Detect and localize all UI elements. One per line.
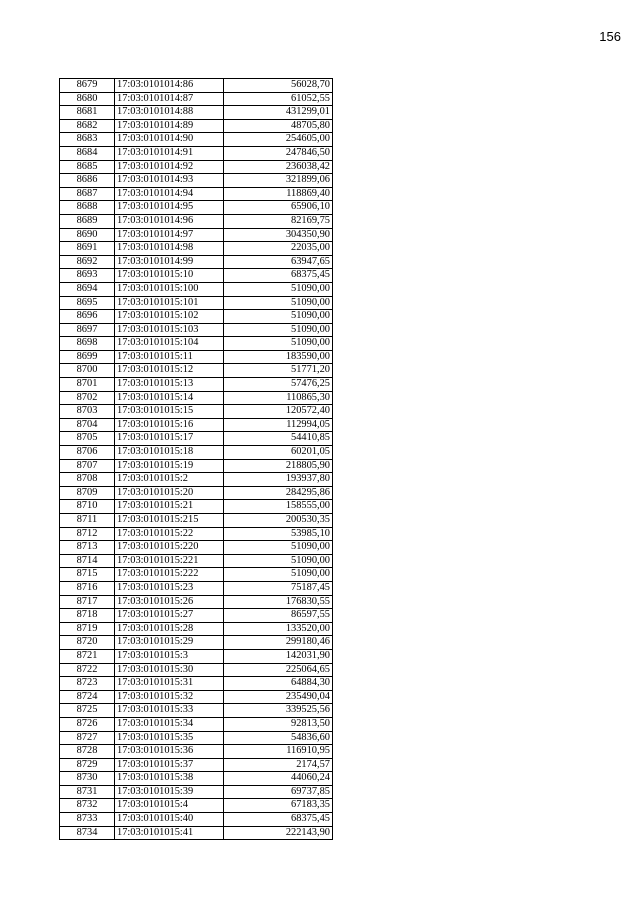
- table-row: [60, 446, 333, 460]
- cadastral-number-cell: 17:03:0101015:32: [115, 690, 224, 704]
- row-number-cell: 8731: [60, 785, 115, 799]
- cadastral-number-cell: 17:03:0101015:34: [115, 717, 224, 731]
- row-number-cell: 8700: [60, 364, 115, 378]
- row-number-cell: 8721: [60, 649, 115, 663]
- cadastral-number-cell: 17:03:0101015:220: [115, 541, 224, 555]
- row-number-cell: 8707: [60, 459, 115, 473]
- table-row: [60, 92, 333, 106]
- cadastral-value-cell: 61052,55: [224, 92, 333, 106]
- cadastral-number-cell: 17:03:0101014:95: [115, 201, 224, 215]
- table-row: [60, 568, 333, 582]
- cadastral-number-cell: 17:03:0101015:11: [115, 350, 224, 364]
- row-number-cell: 8690: [60, 228, 115, 242]
- table-row: [60, 541, 333, 555]
- table-row: [60, 459, 333, 473]
- cadastral-value-cell: 51090,00: [224, 282, 333, 296]
- cadastral-value-cell: 193937,80: [224, 473, 333, 487]
- row-number-cell: 8682: [60, 119, 115, 133]
- cadastral-number-cell: 17:03:0101015:21: [115, 500, 224, 514]
- row-number-cell: 8711: [60, 514, 115, 528]
- cadastral-number-cell: 17:03:0101014:98: [115, 242, 224, 256]
- cadastral-value-cell: 92813,50: [224, 717, 333, 731]
- table-row: [60, 282, 333, 296]
- cadastral-number-cell: 17:03:0101014:97: [115, 228, 224, 242]
- cadastral-value-cell: 60201,05: [224, 446, 333, 460]
- cadastral-number-cell: 17:03:0101015:14: [115, 391, 224, 405]
- table-row: [60, 690, 333, 704]
- cadastral-value-cell: 22035,00: [224, 242, 333, 256]
- cadastral-value-cell: 56028,70: [224, 79, 333, 93]
- cadastral-value-cell: 236038,42: [224, 160, 333, 174]
- cadastral-number-cell: 17:03:0101015:26: [115, 595, 224, 609]
- cadastral-number-cell: 17:03:0101015:16: [115, 418, 224, 432]
- cadastral-value-cell: 339525,56: [224, 704, 333, 718]
- cadastral-value-cell: 321899,06: [224, 174, 333, 188]
- row-number-cell: 8684: [60, 146, 115, 160]
- cadastral-value-cell: 110865,30: [224, 391, 333, 405]
- table-row: [60, 296, 333, 310]
- cadastral-value-cell: 51090,00: [224, 323, 333, 337]
- cadastral-value-cell: 57476,25: [224, 378, 333, 392]
- row-number-cell: 8685: [60, 160, 115, 174]
- row-number-cell: 8702: [60, 391, 115, 405]
- table-row: [60, 704, 333, 718]
- table-row: [60, 473, 333, 487]
- table-row: [60, 581, 333, 595]
- table-row: [60, 622, 333, 636]
- page-number: 156: [599, 29, 621, 44]
- cadastral-number-cell: 17:03:0101015:12: [115, 364, 224, 378]
- table-row: [60, 337, 333, 351]
- table-row: [60, 758, 333, 772]
- cadastral-number-cell: 17:03:0101015:17: [115, 432, 224, 446]
- cadastral-value-cell: 51090,00: [224, 337, 333, 351]
- row-number-cell: 8725: [60, 704, 115, 718]
- cadastral-value-cell: 51090,00: [224, 541, 333, 555]
- cadastral-number-cell: 17:03:0101015:18: [115, 446, 224, 460]
- cadastral-value-cell: 54410,85: [224, 432, 333, 446]
- table-row: [60, 785, 333, 799]
- cadastral-number-cell: 17:03:0101014:90: [115, 133, 224, 147]
- cadastral-value-cell: 64884,30: [224, 677, 333, 691]
- table-row: [60, 717, 333, 731]
- table-row: [60, 269, 333, 283]
- cadastral-value-cell: 48705,80: [224, 119, 333, 133]
- table-row: [60, 432, 333, 446]
- cadastral-number-cell: 17:03:0101015:100: [115, 282, 224, 296]
- row-number-cell: 8705: [60, 432, 115, 446]
- row-number-cell: 8730: [60, 772, 115, 786]
- row-number-cell: 8723: [60, 677, 115, 691]
- cadastral-value-cell: 247846,50: [224, 146, 333, 160]
- table-row: [60, 405, 333, 419]
- row-number-cell: 8701: [60, 378, 115, 392]
- table-row: [60, 255, 333, 269]
- row-number-cell: 8706: [60, 446, 115, 460]
- table-row: [60, 677, 333, 691]
- table-row: [60, 174, 333, 188]
- row-number-cell: 8680: [60, 92, 115, 106]
- cadastral-number-cell: 17:03:0101015:41: [115, 826, 224, 840]
- row-number-cell: 8697: [60, 323, 115, 337]
- table-row: [60, 214, 333, 228]
- table-row: [60, 323, 333, 337]
- cadastral-number-cell: 17:03:0101015:13: [115, 378, 224, 392]
- cadastral-value-cell: 299180,46: [224, 636, 333, 650]
- cadastral-number-cell: 17:03:0101014:96: [115, 214, 224, 228]
- cadastral-number-cell: 17:03:0101014:94: [115, 187, 224, 201]
- cadastral-value-cell: 158555,00: [224, 500, 333, 514]
- cadastral-value-cell: 51090,00: [224, 296, 333, 310]
- cadastral-value-cell: 284295,86: [224, 486, 333, 500]
- row-number-cell: 8714: [60, 554, 115, 568]
- cadastral-value-cell: 2174,57: [224, 758, 333, 772]
- cadastral-number-cell: 17:03:0101014:88: [115, 106, 224, 120]
- cadastral-value-cell: 63947,65: [224, 255, 333, 269]
- cadastral-number-cell: 17:03:0101015:15: [115, 405, 224, 419]
- cadastral-number-cell: 17:03:0101015:20: [115, 486, 224, 500]
- cadastral-value-cell: 67183,35: [224, 799, 333, 813]
- cadastral-number-cell: 17:03:0101015:215: [115, 514, 224, 528]
- row-number-cell: 8695: [60, 296, 115, 310]
- cadastral-value-cell: 69737,85: [224, 785, 333, 799]
- row-number-cell: 8699: [60, 350, 115, 364]
- table-row: [60, 527, 333, 541]
- cadastral-value-cell: 218805,90: [224, 459, 333, 473]
- cadastral-number-cell: 17:03:0101014:93: [115, 174, 224, 188]
- row-number-cell: 8694: [60, 282, 115, 296]
- cadastral-value-cell: 183590,00: [224, 350, 333, 364]
- row-number-cell: 8688: [60, 201, 115, 215]
- table-row: [60, 595, 333, 609]
- row-number-cell: 8728: [60, 745, 115, 759]
- row-number-cell: 8683: [60, 133, 115, 147]
- cadastral-number-cell: 17:03:0101015:23: [115, 581, 224, 595]
- cadastral-value-cell: 112994,05: [224, 418, 333, 432]
- row-number-cell: 8708: [60, 473, 115, 487]
- table-row: [60, 514, 333, 528]
- cadastral-number-cell: 17:03:0101014:86: [115, 79, 224, 93]
- table-row: [60, 160, 333, 174]
- cadastral-value-cell: 68375,45: [224, 813, 333, 827]
- cadastral-value-cell: 65906,10: [224, 201, 333, 215]
- table-row: [60, 500, 333, 514]
- table-row: [60, 772, 333, 786]
- row-number-cell: 8720: [60, 636, 115, 650]
- row-number-cell: 8724: [60, 690, 115, 704]
- cadastral-value-cell: 51090,00: [224, 554, 333, 568]
- cadastral-number-cell: 17:03:0101015:102: [115, 310, 224, 324]
- row-number-cell: 8719: [60, 622, 115, 636]
- row-number-cell: 8687: [60, 187, 115, 201]
- cadastral-number-cell: 17:03:0101015:33: [115, 704, 224, 718]
- table-row: [60, 79, 333, 93]
- cadastral-number-cell: 17:03:0101014:92: [115, 160, 224, 174]
- table-row: [60, 554, 333, 568]
- table-row: [60, 813, 333, 827]
- cadastral-value-cell: 116910,95: [224, 745, 333, 759]
- cadastral-value-cell: 51090,00: [224, 568, 333, 582]
- row-number-cell: 8726: [60, 717, 115, 731]
- cadastral-value-cell: 225064,65: [224, 663, 333, 677]
- cadastral-value-cell: 82169,75: [224, 214, 333, 228]
- cadastral-value-cell: 53985,10: [224, 527, 333, 541]
- cadastral-number-cell: 17:03:0101015:103: [115, 323, 224, 337]
- row-number-cell: 8734: [60, 826, 115, 840]
- cadastral-number-cell: 17:03:0101015:27: [115, 609, 224, 623]
- cadastral-value-cell: 75187,45: [224, 581, 333, 595]
- cadastral-value-cell: 235490,04: [224, 690, 333, 704]
- cadastral-value-cell: 68375,45: [224, 269, 333, 283]
- cadastral-number-cell: 17:03:0101015:40: [115, 813, 224, 827]
- row-number-cell: 8722: [60, 663, 115, 677]
- table-row: [60, 228, 333, 242]
- row-number-cell: 8715: [60, 568, 115, 582]
- cadastral-number-cell: 17:03:0101015:29: [115, 636, 224, 650]
- table-row: [60, 663, 333, 677]
- table-row: [60, 133, 333, 147]
- cadastral-number-cell: 17:03:0101015:222: [115, 568, 224, 582]
- cadastral-number-cell: 17:03:0101015:3: [115, 649, 224, 663]
- cadastral-value-cell: 133520,00: [224, 622, 333, 636]
- cadastral-value-cell: 142031,90: [224, 649, 333, 663]
- table-row: [60, 187, 333, 201]
- cadastral-value-cell: 51771,20: [224, 364, 333, 378]
- table-body: [60, 79, 333, 840]
- table-row: [60, 649, 333, 663]
- cadastral-number-cell: 17:03:0101015:36: [115, 745, 224, 759]
- row-number-cell: 8679: [60, 79, 115, 93]
- row-number-cell: 8709: [60, 486, 115, 500]
- cadastral-value-table: [59, 78, 333, 840]
- cadastral-value-cell: 120572,40: [224, 405, 333, 419]
- cadastral-value-cell: 44060,24: [224, 772, 333, 786]
- row-number-cell: 8727: [60, 731, 115, 745]
- cadastral-number-cell: 17:03:0101014:87: [115, 92, 224, 106]
- row-number-cell: 8733: [60, 813, 115, 827]
- row-number-cell: 8710: [60, 500, 115, 514]
- row-number-cell: 8696: [60, 310, 115, 324]
- table-row: [60, 826, 333, 840]
- cadastral-number-cell: 17:03:0101015:30: [115, 663, 224, 677]
- cadastral-number-cell: 17:03:0101015:31: [115, 677, 224, 691]
- table-row: [60, 731, 333, 745]
- cadastral-number-cell: 17:03:0101015:2: [115, 473, 224, 487]
- row-number-cell: 8713: [60, 541, 115, 555]
- row-number-cell: 8698: [60, 337, 115, 351]
- table-row: [60, 146, 333, 160]
- cadastral-number-cell: 17:03:0101015:39: [115, 785, 224, 799]
- cadastral-number-cell: 17:03:0101014:91: [115, 146, 224, 160]
- table-row: [60, 119, 333, 133]
- table-row: [60, 310, 333, 324]
- cadastral-value-cell: 86597,55: [224, 609, 333, 623]
- table-row: [60, 391, 333, 405]
- row-number-cell: 8686: [60, 174, 115, 188]
- row-number-cell: 8681: [60, 106, 115, 120]
- row-number-cell: 8704: [60, 418, 115, 432]
- table-row: [60, 378, 333, 392]
- cadastral-number-cell: 17:03:0101015:104: [115, 337, 224, 351]
- table-row: [60, 364, 333, 378]
- cadastral-number-cell: 17:03:0101014:99: [115, 255, 224, 269]
- cadastral-number-cell: 17:03:0101015:35: [115, 731, 224, 745]
- row-number-cell: 8716: [60, 581, 115, 595]
- cadastral-number-cell: 17:03:0101015:37: [115, 758, 224, 772]
- cadastral-number-cell: 17:03:0101015:22: [115, 527, 224, 541]
- cadastral-number-cell: 17:03:0101015:221: [115, 554, 224, 568]
- cadastral-value-cell: 304350,90: [224, 228, 333, 242]
- row-number-cell: 8689: [60, 214, 115, 228]
- cadastral-value-cell: 254605,00: [224, 133, 333, 147]
- table-row: [60, 201, 333, 215]
- table-row: [60, 799, 333, 813]
- cadastral-number-cell: 17:03:0101015:38: [115, 772, 224, 786]
- cadastral-number-cell: 17:03:0101015:19: [115, 459, 224, 473]
- row-number-cell: 8717: [60, 595, 115, 609]
- cadastral-value-cell: 200530,35: [224, 514, 333, 528]
- cadastral-value-cell: 118869,40: [224, 187, 333, 201]
- table-row: [60, 609, 333, 623]
- row-number-cell: 8729: [60, 758, 115, 772]
- cadastral-value-cell: 54836,60: [224, 731, 333, 745]
- cadastral-value-cell: 431299,01: [224, 106, 333, 120]
- row-number-cell: 8692: [60, 255, 115, 269]
- table-row: [60, 350, 333, 364]
- table-row: [60, 745, 333, 759]
- row-number-cell: 8732: [60, 799, 115, 813]
- cadastral-value-cell: 222143,90: [224, 826, 333, 840]
- table-row: [60, 242, 333, 256]
- cadastral-number-cell: 17:03:0101014:89: [115, 119, 224, 133]
- table-row: [60, 418, 333, 432]
- row-number-cell: 8712: [60, 527, 115, 541]
- row-number-cell: 8718: [60, 609, 115, 623]
- row-number-cell: 8691: [60, 242, 115, 256]
- cadastral-number-cell: 17:03:0101015:28: [115, 622, 224, 636]
- cadastral-value-cell: 51090,00: [224, 310, 333, 324]
- row-number-cell: 8703: [60, 405, 115, 419]
- table-row: [60, 106, 333, 120]
- row-number-cell: 8693: [60, 269, 115, 283]
- table-row: [60, 636, 333, 650]
- cadastral-value-cell: 176830,55: [224, 595, 333, 609]
- cadastral-number-cell: 17:03:0101015:10: [115, 269, 224, 283]
- cadastral-number-cell: 17:03:0101015:4: [115, 799, 224, 813]
- table-row: [60, 486, 333, 500]
- cadastral-number-cell: 17:03:0101015:101: [115, 296, 224, 310]
